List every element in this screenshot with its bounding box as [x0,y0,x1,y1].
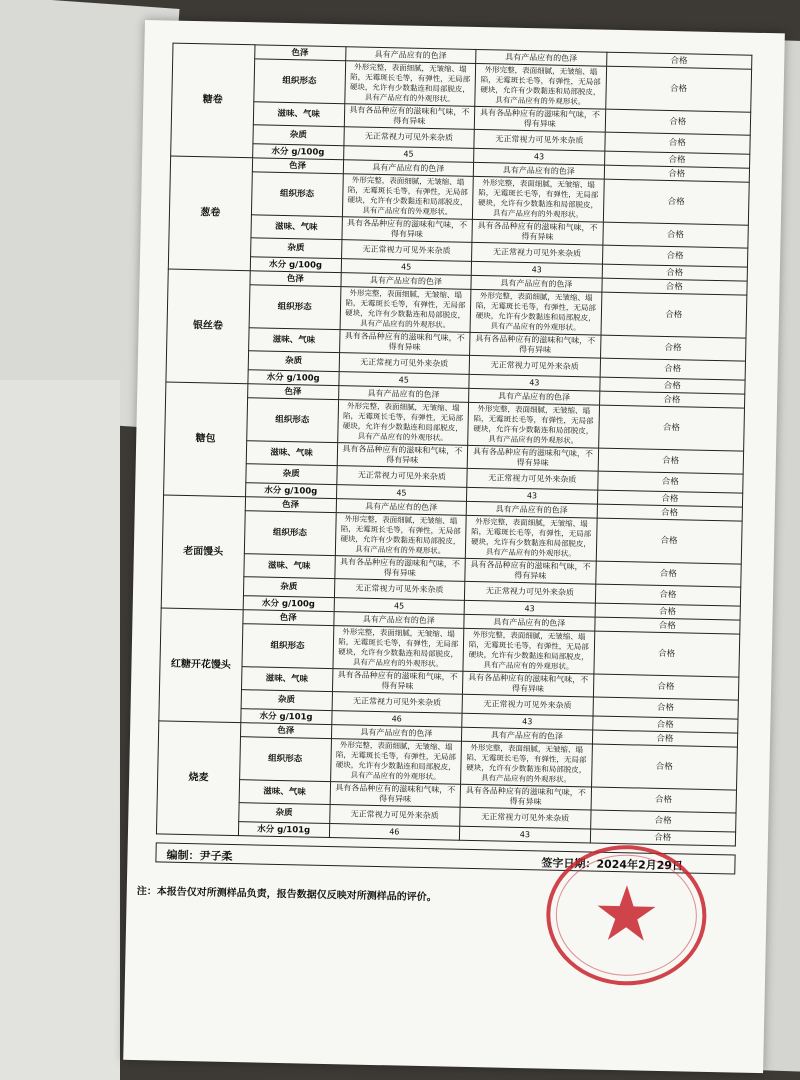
sign-date-label: 签字日期：2024年2月29日 [541,856,684,873]
test-item: 杂质 [238,803,329,824]
verdict: 合格 [601,292,747,338]
standard-value: 无正常视力可见外来杂质 [341,240,472,262]
moisture-standard: 45 [341,259,472,276]
moisture-label: 水分 g/100g [248,370,339,386]
result-value: 具有产品应有的色泽 [462,727,593,744]
moisture-result: 43 [459,826,590,843]
verdict: 合格 [596,518,742,564]
test-item: 色泽 [252,158,343,174]
test-item: 色泽 [243,610,334,626]
moisture-standard: 45 [336,485,467,502]
standard-value: 外形完整，表面细腻，无皱缩、塌陷，无霉斑长毛等，有弹性，无局部硬块，允许有少数黏连和局部脱皮，具有产品应有的外观形状。 [342,174,473,220]
test-item: 色泽 [247,384,338,400]
test-item: 色泽 [245,497,336,513]
test-item: 杂质 [253,125,344,146]
moisture-result: 43 [462,713,593,730]
moisture-label: 水分 g/101g [241,709,332,725]
test-item: 滋味、气味 [246,441,337,466]
standard-value: 具有各品种应有的滋味和气味，不得有异味 [339,330,470,356]
standard-value: 外形完整，表面细腻，无皱缩、塌陷，无霉斑长毛等，有弹性，无局部硬块，允许有少数黏连和局部脱皮，具有产品应有的外观形状。 [333,626,464,672]
verdict: 合格 [603,222,749,248]
verdict: 合格 [592,716,738,733]
background-sheet-left-lower [0,380,120,1080]
verdict: 合格 [591,787,737,813]
result-value: 无正常视力可见外来杂质 [460,807,591,829]
result-value: 具有各品种应有的滋味和气味，不得有异味 [463,671,594,697]
verdict: 合格 [604,132,750,154]
standard-value: 外形完整，表面细腻，无皱缩、塌陷，无霉斑长毛等，有弹性，无局部硬块，允许有少数黏连和局部脱皮，具有产品应有的外观形状。 [330,739,461,785]
result-value: 具有各品种应有的滋味和气味，不得有异味 [467,445,598,471]
result-value: 无正常视力可见外来杂质 [465,581,596,603]
test-item: 色泽 [254,45,345,61]
verdict: 合格 [594,631,740,677]
verdict: 合格 [598,448,744,474]
verdict: 合格 [594,617,740,634]
verdict: 合格 [595,561,741,587]
standard-value: 无正常视力可见外来杂质 [336,466,467,488]
test-item: 杂质 [248,351,339,372]
test-item: 滋味、气味 [239,780,330,805]
product-name: 红糖开花馒头 [159,608,243,723]
test-item: 组织形态 [242,624,334,669]
result-value: 外形完整，表面细腻，无皱缩、塌陷，无霉斑长毛等，有弹性，无局部硬块，允许有少数黏连和局部脱皮，具有产品应有的外观形状。 [463,628,594,674]
test-item: 组织形态 [239,737,331,782]
standard-value: 具有各品种应有的滋味和气味，不得有异味 [334,556,465,582]
company-seal [540,839,713,993]
result-value: 无正常视力可见外来杂质 [467,468,598,490]
standard-value: 具有各品种应有的滋味和气味，不得有异味 [330,782,461,808]
moisture-label: 水分 g/100g [245,483,336,499]
verdict: 合格 [599,377,745,394]
moisture-result: 43 [464,600,595,617]
result-value: 无正常视力可见外来杂质 [462,694,593,716]
standard-value: 具有产品应有的色泽 [336,499,467,516]
test-item: 杂质 [241,690,332,711]
test-item: 滋味、气味 [251,215,342,240]
result-value: 具有产品应有的色泽 [471,275,602,292]
report-page [123,20,785,1073]
result-value: 外形完整，表面细腻，无皱缩、塌陷，无霉斑长毛等，有弹性，无局部硬块，允许有少数黏连和局部脱皮，具有产品应有的外观形状。 [472,176,603,222]
test-item: 杂质 [250,238,341,259]
result-value: 具有产品应有的色泽 [473,162,604,179]
test-item: 组织形态 [251,172,343,217]
verdict: 合格 [603,179,749,225]
test-item: 组织形态 [254,59,346,104]
verdict: 合格 [600,335,746,361]
verdict: 合格 [590,810,736,832]
standard-value: 无正常视力可见外来杂质 [329,805,460,827]
standard-value: 具有产品应有的色泽 [345,47,476,64]
standard-value: 具有产品应有的色泽 [338,386,469,403]
standard-value: 具有产品应有的色泽 [343,160,474,177]
verdict: 合格 [602,278,748,295]
inspection-table [156,43,752,847]
result-value: 具有各品种应有的滋味和气味，不得有异味 [470,332,601,358]
verdict: 合格 [605,66,751,112]
result-value: 具有产品应有的色泽 [469,388,600,405]
moisture-label: 水分 g/100g [250,257,341,273]
verdict: 合格 [595,603,741,620]
result-value: 外形完整，表面细腻，无皱缩、塌陷，无霉斑长毛等，有弹性，无局部硬块，允许有少数黏连和局部脱皮，具有产品应有的外观形状。 [465,515,596,561]
product-name: 老面馒头 [161,495,245,610]
product-name: 葱卷 [168,156,252,271]
moisture-label: 水分 g/100g [243,596,334,612]
verdict: 合格 [593,697,739,719]
verdict: 合格 [591,744,737,790]
test-item: 色泽 [250,271,341,287]
standard-value: 外形完整，表面细腻，无皱缩、塌陷，无霉斑长毛等，有弹性，无局部硬块，允许有少数黏连和局部脱皮，具有产品应有的外观形状。 [344,61,475,107]
moisture-label: 水分 g/100g [252,144,343,160]
verdict: 合格 [597,490,743,507]
moisture-label: 水分 g/101g [238,822,329,838]
test-item: 杂质 [246,464,337,485]
product-name: 糖包 [164,382,248,497]
result-value: 外形完整，表面细腻，无皱缩、塌陷，无霉斑长毛等，有弹性，无局部硬块，允许有少数黏连和局部脱皮，具有产品应有的外观形状。 [470,289,601,335]
result-value: 外形完整，表面细腻，无皱缩、塌陷，无霉斑长毛等，有弹性，无局部硬块，允许有少数黏连和局部脱皮，具有产品应有的外观形状。 [461,741,592,787]
standard-value: 外形完整，表面细腻，无皱缩、塌陷，无霉斑长毛等，有弹性，无局部硬块，允许有少数黏连和局部脱皮，具有产品应有的外观形状。 [335,513,466,559]
result-value: 外形完整，表面细腻，无皱缩、塌陷，无霉斑长毛等，有弹性，无局部硬块，允许有少数黏连和局部脱皮，具有产品应有的外观形状。 [475,63,606,109]
report-note: 注：本报告仅对所测样品负责，报告数据仅反映对所测样品的评价。 [136,886,437,904]
result-value: 外形完整，表面细腻，无皱缩、塌陷，无霉斑长毛等，有弹性，无局部硬块，允许有少数黏连和局部脱皮，具有产品应有的外观形状。 [468,402,599,448]
moisture-standard: 46 [329,824,460,841]
test-item: 组织形态 [244,511,336,556]
verdict: 合格 [600,358,746,380]
result-value: 具有产品应有的色泽 [464,614,595,631]
test-item: 杂质 [243,577,334,598]
result-value: 具有产品应有的色泽 [476,49,607,66]
standard-value: 具有各品种应有的滋味和气味，不得有异味 [337,443,468,469]
product-name: 糖卷 [171,43,255,158]
verdict: 合格 [602,264,748,281]
verdict: 合格 [606,52,752,69]
verdict: 合格 [592,730,738,747]
product-name: 烧麦 [156,721,240,836]
editor-label: 编制：尹子柔 [166,848,233,864]
standard-value: 具有各品种应有的滋味和气味，不得有异味 [341,217,472,243]
verdict: 合格 [605,109,751,135]
result-value: 具有各品种应有的滋味和气味，不得有异味 [474,106,605,132]
verdict: 合格 [598,405,744,451]
test-item: 组织形态 [249,285,341,330]
seal-star-icon [597,885,656,941]
standard-value: 无正常视力可见外来杂质 [334,579,465,601]
standard-value: 无正常视力可见外来杂质 [332,692,463,714]
moisture-standard: 46 [331,711,462,728]
verdict: 合格 [604,165,750,182]
standard-value: 具有各品种应有的滋味和气味，不得有异味 [332,669,463,695]
standard-value: 无正常视力可见外来杂质 [339,353,470,375]
test-item: 组织形态 [246,398,338,443]
verdict: 合格 [593,674,739,700]
moisture-result: 43 [471,261,602,278]
result-value: 具有各品种应有的滋味和气味，不得有异味 [460,784,591,810]
result-value: 具有产品应有的色泽 [466,501,597,518]
verdict: 合格 [602,245,748,267]
result-value: 无正常视力可见外来杂质 [472,242,603,264]
test-item: 滋味、气味 [248,328,339,353]
standard-value: 具有产品应有的色泽 [331,725,462,742]
moisture-standard: 45 [343,146,474,163]
standard-value: 外形完整，表面细腻，无皱缩、塌陷，无霉斑长毛等，有弹性，无局部硬块，允许有少数黏连和局部脱皮，具有产品应有的外观形状。 [340,287,471,333]
result-value: 具有各品种应有的滋味和气味，不得有异味 [465,558,596,584]
verdict: 合格 [597,504,743,521]
test-item: 滋味、气味 [241,667,332,692]
standard-value: 具有产品应有的色泽 [333,612,464,629]
result-value: 无正常视力可见外来杂质 [469,355,600,377]
moisture-result: 43 [469,374,600,391]
test-item: 滋味、气味 [253,102,344,127]
standard-value: 具有产品应有的色泽 [341,273,472,290]
moisture-result: 43 [474,148,605,165]
result-value: 无正常视力可见外来杂质 [474,129,605,151]
product-name: 银丝卷 [166,269,250,384]
standard-value: 无正常视力可见外来杂质 [343,127,474,149]
standard-value: 外形完整，表面细腻，无皱缩、塌陷，无霉斑长毛等，有弹性，无局部硬块，允许有少数黏连和局部脱皮，具有产品应有的外观形状。 [337,400,468,446]
verdict: 合格 [597,471,743,493]
verdict: 合格 [599,391,745,408]
moisture-result: 43 [467,487,598,504]
verdict: 合格 [595,584,741,606]
standard-value: 具有各品种应有的滋味和气味，不得有异味 [344,104,475,130]
result-value: 具有各品种应有的滋味和气味，不得有异味 [472,219,603,245]
verdict: 合格 [604,151,750,168]
moisture-standard: 45 [334,598,465,615]
verdict: 合格 [590,829,736,846]
moisture-standard: 45 [338,372,469,389]
test-item: 色泽 [240,723,331,739]
test-item: 滋味、气味 [244,554,335,579]
